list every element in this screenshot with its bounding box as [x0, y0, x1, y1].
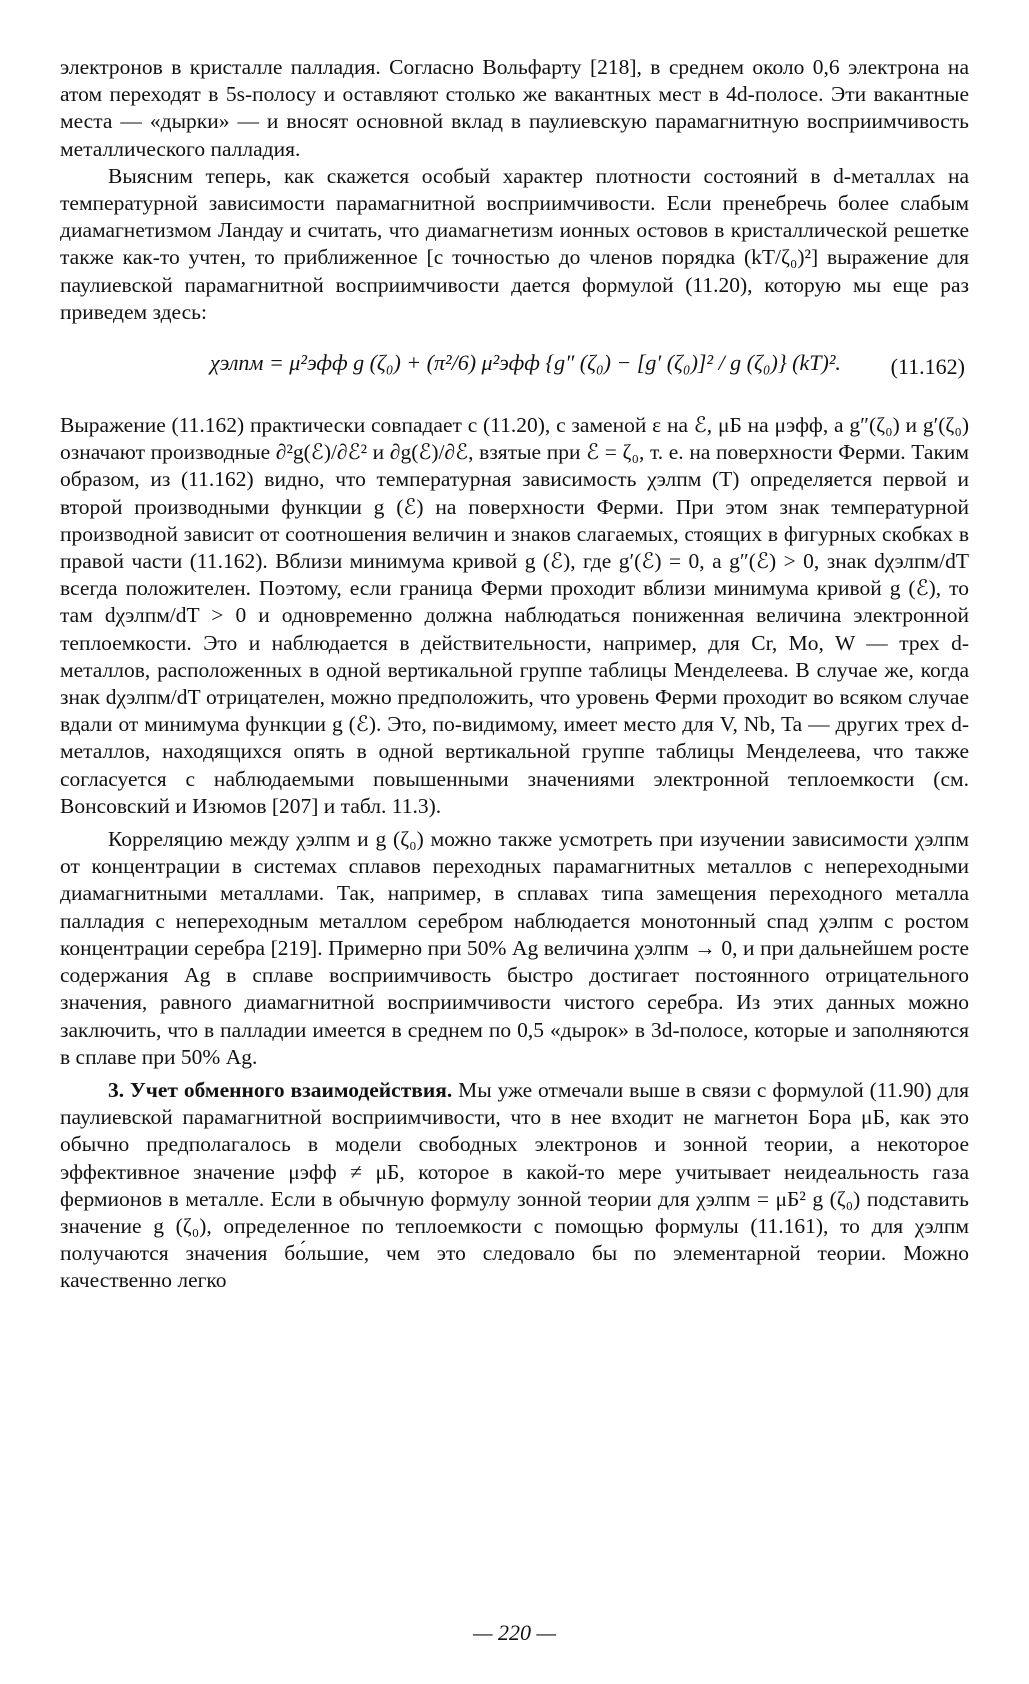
page-number: — 220 —	[472, 1620, 557, 1645]
paragraph-1: электронов в кристалле палладия. Согласно Вольфарту [218], в среднем около 0,6 электрона на атом переходят в 5s-полосу и оставляют столько же вакантных мест в 4d-полосе. Эти вакантные места — «дырки» — и вносят основной вклад в паулиевскую парамагнитную восприимчивость металлического палладия.	[60, 55, 969, 161]
paragraph-5	[60, 1077, 969, 1295]
paragraph-4: Корреляцию между χэлпм и g (ζ₀) можно также усмотреть при изучении зависимости χэлпм от концентрации в системах сплавов переходных парамагнитных металлов с непереходными диамагнитными металлами. Так, например, в сплавах типа замещения переходного металла палладия с непереходным металлом серебром наблюдается монотонный спад χэлпм с ростом концентрации серебра [219]. Примерно при 50% Ag величина χэлпм → 0, и при дальнейшем росте содержания Ag в сплаве восприимчивость быстро достигает постоянного отрицательного значения, равного диамагнитной восприимчивости чистого серебра. Из этих данных можно заключить, что в палладии имеется в среднем по 0,5 «дырок» в 3d-полосе, которые и заполняются в сплаве при 50% Ag.	[60, 827, 969, 1069]
formula-expression: χэлпм = μ²эфф g (ζ₀) + (π²/6) μ²эфф {g″ (ζ₀) − [g′ (ζ₀)]² / g (ζ₀)} (kT)².	[210, 350, 841, 376]
section-heading: 3. Учет обменного взаимодействия.	[108, 1077, 453, 1102]
formula-11-162	[60, 334, 969, 406]
paragraph-5-body: Мы уже отмечали выше в связи с формулой (11.90) для паулиевской парамагнитной восприимчивости, что в нее входит не магнетон Бора μБ, как это обычно предполагалось в модели свободных электронов и зонной теории, а некоторое эффективное значение μэфф ≠ μБ, которое в какой-то мере учитывает неидеальность газа фермионов в металле. Если в обычную формулу зонной теории для χэлпм = μБ² g (ζ₀) подставить значение g (ζ₀), определенное по теплоемкости с помощью формулы (11.161), то для χэлпм получаются значения бо́льшие, чем это следовало бы по элементарной теории. Можно качественно легко	[60, 1077, 970, 1293]
formula-number: (11.162)	[890, 354, 965, 380]
paragraph-3: Выражение (11.162) практически совпадает с (11.20), с заменой ε на ℰ, μБ на μэфф, а g″(ζ₀) и g′(ζ₀) означают производные ∂²g(ℰ)/∂ℰ² и ∂g(ℰ)/∂ℰ, взятые при ℰ = ζ₀, т. е. на поверхности Ферми. Таким образом, из (11.162) видно, что температурная зависимость χэлпм (T) определяется первой и второй производными функции g (ℰ) на поверхности Ферми. При этом знак температурной производной зависит от соотношения величин и знаков слагаемых, стоящих в фигурных скобках в правой части (11.162). Вблизи минимума кривой g (ℰ), где g′(ℰ) = 0, а g″(ℰ) > 0, знак dχэлпм/dT всегда положителен. Поэтому, если граница Ферми проходит вблизи минимума кривой g (ℰ), то там dχэлпм/dT > 0 и одновременно должна наблюдаться пониженная величина электронной теплоемкости. Это и наблюдается в действительности, например, для Cr, Mo, W — трех d-металлов, расположенных в одной вертикальной группе таблицы Менделеева. В случае же, когда знак dχэлпм/dT отрицателен, можно предположить, что уровень Ферми проходит во всяком случае вдали от минимума функции g (ℰ). Это, по-видимому, имеет место для V, Nb, Ta — других трех d-металлов, находящихся опять в одной вертикальной группе таблицы Менделеева, что также согласуется с наблюдаемыми повышенными значениями электронной теплоемкости (см. Вонсовский и Изюмов [207] и табл. 11.3).	[60, 413, 969, 818]
paragraph-2: Выясним теперь, как скажется особый характер плотности состояний в d-металлах на температурной зависимости парамагнитной восприимчивости. Если пренебречь более слабым диамагнетизмом Ландау и считать, что диамагнетизм ионных остовов в кристаллической решетке также как-то учтен, то приближенное [с точностью до членов порядка (kT/ζ₀)²] выражение для паулиевской парамагнитной восприимчивости дается формулой (11.20), которую мы еще раз приведем здесь:	[60, 163, 969, 324]
